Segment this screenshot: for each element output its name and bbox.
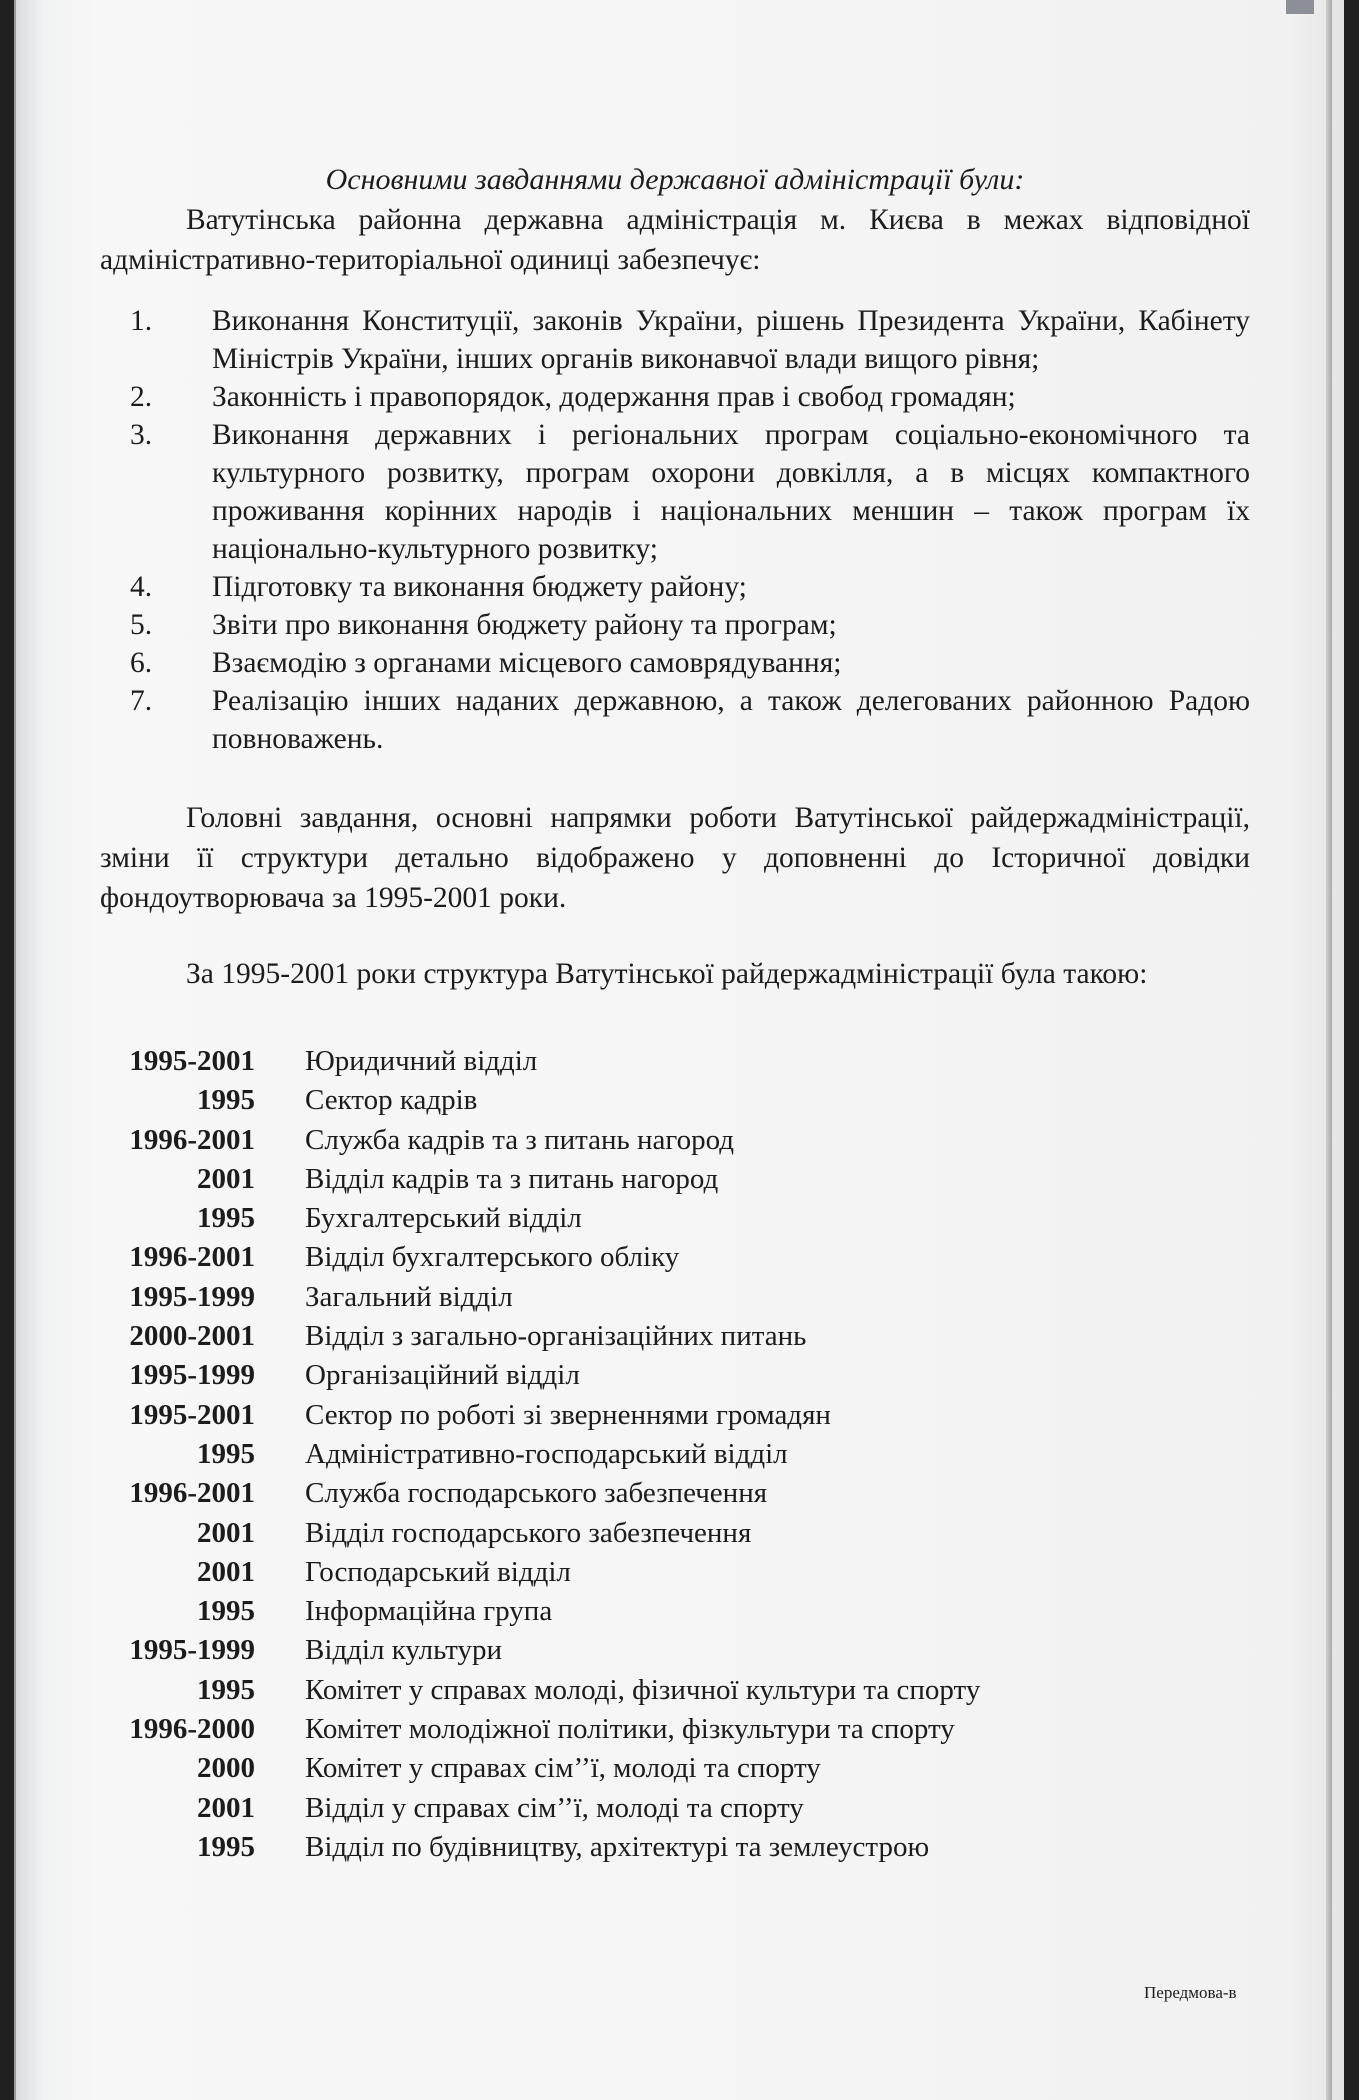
- unit-name: Загальний відділ: [305, 1280, 513, 1313]
- structure-row: [100, 1356, 1250, 1395]
- unit-name: Організаційний відділ: [305, 1359, 580, 1392]
- unit-name: Бухгалтерський відділ: [305, 1202, 582, 1235]
- task-text: Виконання Конституції, законів України, рішень Президента України, Кабінету Міністрів України, інших органів виконавчої влади вищого рівня;: [212, 305, 1250, 375]
- unit-years: 1995: [197, 1673, 255, 1706]
- task-item: [100, 302, 1250, 378]
- structure-row: [100, 1317, 1250, 1356]
- structure-paragraph: За 1995-2001 роки структура Ватутінської райдержадміністрації була такою:: [186, 958, 1148, 990]
- unit-years: 1995-2001: [129, 1045, 255, 1077]
- unit-name: Служба господарського забезпечення: [305, 1477, 768, 1510]
- structure-row: [100, 1828, 1250, 1867]
- unit-years: 1995: [197, 1830, 255, 1863]
- task-number: 4.: [130, 571, 153, 603]
- task-number: 7.: [130, 685, 153, 717]
- unit-name: Сектор кадрів: [305, 1084, 478, 1117]
- unit-years: 1995: [197, 1437, 255, 1470]
- structure-row: [100, 1160, 1250, 1199]
- task-number: 3.: [130, 419, 153, 451]
- structure-row: [100, 1474, 1250, 1513]
- task-item: [100, 644, 1250, 682]
- unit-years: 2001: [197, 1516, 255, 1549]
- task-text: Взаємодію з органами місцевого самоврядування;: [212, 647, 842, 679]
- unit-name: Комітет у справах молоді, фізичної культури та спорту: [305, 1673, 981, 1706]
- unit-years: 1995: [197, 1595, 255, 1628]
- structure-row: [100, 1671, 1250, 1710]
- task-text: Законність і правопорядок, додержання прав і свобод громадян;: [212, 381, 1016, 413]
- unit-name: Відділ кадрів та з питань нагород: [305, 1162, 719, 1195]
- structure-row: [100, 1789, 1250, 1828]
- task-item: [100, 416, 1250, 568]
- structure-row: [100, 1710, 1250, 1749]
- task-item: [100, 568, 1250, 606]
- structure-row: [100, 1278, 1250, 1317]
- spacer: [100, 918, 1250, 954]
- unit-years: 1995-2001: [129, 1398, 255, 1431]
- structure-row: [100, 1121, 1250, 1160]
- structure-list: [100, 1042, 1250, 1867]
- section-heading: Основними завданнями державної адміністрації були:: [325, 163, 1025, 196]
- page-edge: [1326, 0, 1332, 2100]
- task-text: Підготовку та виконання бюджету району;: [212, 571, 747, 603]
- unit-name: Господарський відділ: [305, 1555, 571, 1588]
- structure-row: [100, 1631, 1250, 1670]
- structure-row: [100, 1396, 1250, 1435]
- page-corner-mark: [1286, 0, 1314, 14]
- unit-years: 2000: [197, 1752, 255, 1785]
- unit-name: Юридичний відділ: [305, 1045, 538, 1077]
- unit-name: Відділ господарського забезпечення: [305, 1516, 752, 1549]
- structure-row: [100, 1042, 1250, 1081]
- intro-paragraph: Ватутінська районна державна адміністрація м. Києва в межах відповідної адміністративно-територіальної одиниці забезпечує:: [100, 204, 1250, 276]
- unit-years: 2001: [197, 1555, 255, 1588]
- unit-name: Адміністративно-господарський відділ: [305, 1437, 788, 1470]
- unit-name: Інформаційна група: [305, 1595, 553, 1628]
- task-item: [100, 682, 1250, 758]
- page-footer-label: Передмова-в: [1144, 1983, 1237, 2002]
- unit-name: Служба кадрів та з питань нагород: [305, 1123, 735, 1156]
- task-text: Виконання державних і регіональних програм соціально-економічного та культурного розвитку, програм охорони довкілля, а в місцях компактного проживання корінних народів і національних меншин – також програм їх національно-культурного розвитку;: [212, 419, 1250, 565]
- unit-years: 1995-1999: [129, 1634, 255, 1667]
- unit-years: 2000-2001: [129, 1320, 255, 1353]
- unit-name: Відділ у справах сім’’ї, молоді та спорту: [305, 1791, 804, 1824]
- unit-name: Комітет молодіжної політики, фізкультури та спорту: [305, 1713, 955, 1746]
- task-text: Реалізацію інших наданих державною, а також делегованих районною Радою повноважень.: [212, 685, 1250, 755]
- unit-years: 1995-1999: [129, 1359, 255, 1392]
- unit-years: 2001: [197, 1791, 255, 1824]
- unit-name: Відділ культури: [305, 1634, 502, 1667]
- structure-row: [100, 1435, 1250, 1474]
- structure-row: [100, 1514, 1250, 1553]
- task-item: [100, 606, 1250, 644]
- unit-name: Сектор по роботі зі зверненнями громадян: [305, 1398, 831, 1431]
- task-text: Звіти про виконання бюджету району та програм;: [212, 609, 837, 641]
- structure-row: [100, 1238, 1250, 1277]
- unit-years: 1995: [197, 1084, 255, 1117]
- unit-years: 1996-2001: [129, 1241, 255, 1274]
- page-content: [100, 160, 1250, 1867]
- structure-row: [100, 1199, 1250, 1238]
- unit-name: Відділ бухгалтерського обліку: [305, 1241, 680, 1274]
- task-number: 1.: [130, 305, 153, 337]
- structure-row: [100, 1749, 1250, 1788]
- task-item: [100, 378, 1250, 416]
- unit-name: Комітет у справах сім’’ї, молоді та спорту: [305, 1752, 821, 1785]
- structure-row: [100, 1553, 1250, 1592]
- task-number: 5.: [130, 609, 153, 641]
- unit-years: 1995-1999: [129, 1280, 255, 1313]
- unit-years: 2001: [197, 1162, 255, 1195]
- unit-name: Відділ по будівництву, архітектурі та землеустрою: [305, 1830, 930, 1863]
- unit-name: Відділ з загально-організаційних питань: [305, 1320, 807, 1353]
- task-number: 2.: [130, 381, 153, 413]
- spacer: [100, 758, 1250, 798]
- main-directions-paragraph: Головні завдання, основні напрямки роботи Ватутінської райдержадміністрації, зміни її структури детально відображено у доповненні до Історичної довідки фондоутворювача за 1995-2001 роки.: [100, 802, 1250, 914]
- structure-row: [100, 1592, 1250, 1631]
- structure-row: [100, 1081, 1250, 1120]
- unit-years: 1996-2000: [129, 1713, 255, 1746]
- unit-years: 1995: [197, 1202, 255, 1235]
- tasks-list: [100, 302, 1250, 758]
- unit-years: 1996-2001: [129, 1123, 255, 1156]
- unit-years: 1996-2001: [129, 1477, 255, 1510]
- document-page: [14, 0, 1344, 2100]
- task-number: 6.: [130, 647, 153, 679]
